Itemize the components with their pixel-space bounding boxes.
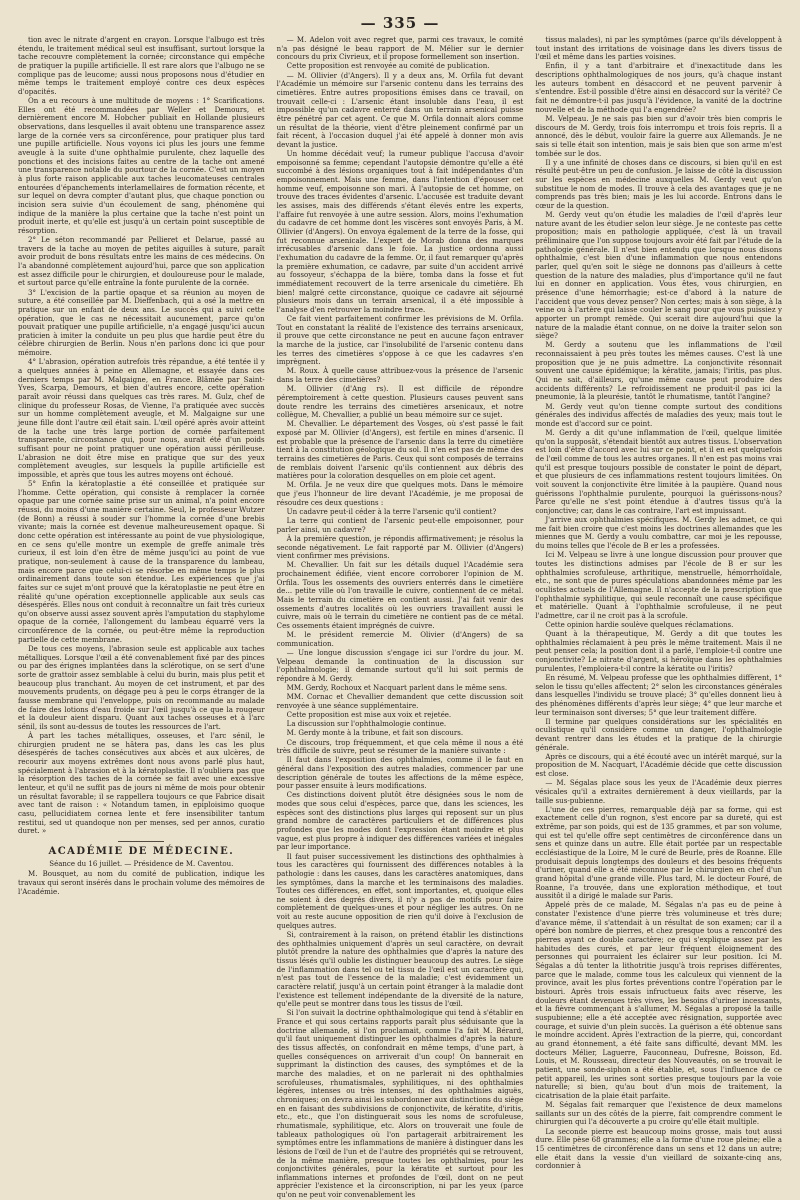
paragraph: Il faut dans l'exposition des ophthalmies, comme il le faut en général dans l'exposition des autres maladies, commencer par une description générale de toutes les affections de la même espèce, pour passer ensuite à leurs modifications. [276,755,524,791]
paragraph: MM. Gerdy, Rochoux et Nacquart parlent dans le même sens. [286,683,508,693]
column-left [18,36,265,1156]
paragraph: M. Velpeau. Je ne sais pas bien sur d'avoir très bien compris le discours de M. Gerdy, trois fois interrompu et trois fois repris. Il a annoncé, dès le début, vouloir faire la guerre aux Allemands. Je ne sais si telle était son intention, mais je sais bien que son arme m'est tombée sur le dos. [535,113,783,158]
paragraph: La terre qui contient de l'arsenic peut-elle empoisonner, pour parler ainsi, un cadavre? [276,516,524,534]
paragraph: La seconde pierre est beaucoup moins grosse, mais tout aussi dure. Elle pèse 68 grammes; elle a la forme d'une roue pleine; elle a 15 centimètres de circonférence dans un sens et 12 dans un autre; elle était dans la vessie d'un vieillard de soixante-cinq ans, cordonnier à [535,1126,783,1171]
paragraph: M. Gerdy veut qu'on étudie les maladies de l'œil d'après leur nature avant de les étudier selon leur siège. Je ne conteste pas cette proposition; mais en pathologie appliquée, c'est là un travail préliminaire que l'on suppose toujours avoir été fait par l'étude de la pathologie générale. Il n'est bien entendu que lorsque nous disons ophthalmie, c'est bien d'une inflammation que nous entendons parler, quel qu'en soit le siège ne donnons pas d'ailleurs à cette question de la nature des maladies, plus d'importance qu'il ne faut lui en donner en application. Vous êtes, vous chirurgien, en présence d'une hémorrhagie; est-ce d'abord à la nature de l'accident que vous devez penser? Non certes; mais à son siège, à la veine ou à l'artère qui laisse couler le sang pour que vous puissiez y apporter un prompt remède. Qui scerait dire aujourd'hui que la nature de la maladie étant connue, on ne doive la traiter selon son siège? [535,210,783,341]
paragraph: Enfin, il y a tant d'arbitraire et d'inexactitude dans les descriptions ophthalmologiques de nos jours, qu'à chaque instant les auteurs tombent en désaccord et ne peuvent parvenir à s'entendre. Est-il possible d'être ainsi en désaccord sur la vérité? Ce fait ne démontre-t-il pas jusqu'à l'évidence, la vanité de la doctrine nouvelle et de la méthode qui l'a engendrée? [535,61,783,114]
page-number: — 335 — [360,14,440,32]
paragraph: — M. Ollivier (d'Angers). Il y a deux ans, M. Orfila fut devant l'Académie un mémoire sur l'arsenic contenu dans les terrains des cimetières. Entre autres propositions émises dans ce travail, on trouvait celle-ci : L'arsenic étant insoluble dans l'eau, il est impossible qu'un cadavre enterré dans un terrain arsenical puisse être pénétré par cet agent. Ce que M. Orfila donnait alors comme un résultat de la théorie, vient d'être pleinement confirmé par un fait récent, à l'occasion duquel j'ai été appelé à donner mon avis devant la justice. [276,70,524,149]
paragraph: M. Gerdy a soutenu que les inflammations de l'œil reconnaissaient à peu près toutes les mêmes causes. C'est là une proposition que je ne puis admettre. La conjonctivite résonnait souvent une cause épidémique; la kératite, jamais; l'iritis, pas plus. Qui ne sait, d'ailleurs, qu'une même cause peut produire des accidents différents? Le refroidissement ne produit-il pas ici la pneumonie, là la pleurésie, tantôt le rhumatisme, tantôt l'angine? [535,340,783,402]
section-paragraph: M. Bousquet, au nom du comité de publication, indique les travaux qui seront insérés dans le prochain volume des mémoires de l'Académie. [18,869,265,896]
paragraph: 2° Le séton recommandé par Pellieret et Delarue, passé au travers de la tache au moyen de petites aiguilles à suture, paraît avoir produit de bons résultats entre les mains de ces médecins. On l'a abandonné complètement aujourd'hui, parce que son application est assez difficile pour le chirurgien, et douloureuse pour le malade, et surtout parce qu'elle entraîne la fonte purulente de la cornée. [18,235,265,288]
paragraph: M. Ollivier (d'Ang rs). Il est difficile de répondre péremptoirement à cette question. Plusieurs causes peuvent sans doute rendre les terrains des cimetières arsenicaux, et notre collègue, M. Chevallier, a publié un beau mémoire sur ce sujet. [276,384,524,420]
paragraph: M. le président remercie M. Olivier (d'Angers) de sa communication. [276,630,524,648]
paragraph: Ce discours, trop fréquemment, et que cela même il nous a été très difficile de suivre, peut se résumer de la manière suivante : [276,737,524,756]
paragraph: Cette proposition est mise aux voix et rejetée. [286,710,452,720]
paragraph: — M. Ségalas place sous les yeux de l'Académie deux pierres vésicales qu'il a extraites dernièrement à deux vieillards, par la taille sus-pubienne. [535,778,783,805]
paragraph: Un cadavre peut-il céder à la terre l'arsenic qu'il contient? [286,506,497,516]
section-heading: ACADÉMIE DE MÉDECINE. [48,845,235,857]
paragraph: L'une de ces pierres, remarquable déjà par sa forme, qui est exactement celle d'un rognon, s'est encore par sa dureté, qui est extrême, par son poids, qui est de 135 grammes, et par son volume, qui est tel qu'elle offre sept centimètres de circonférence dans un sens et quinze dans un autre. Elle était portée par un respectable ecclésiastique de la Loire, M le curé de Beurle, près de Roanne. Elle produisait depuis longtemps des douleurs et des besoins fréquents d'uriner, quand elle a été méconnue par le chirurgien en chef d'un grand hôpital d'une grande ville. Plus tard, M. le docteur Fouré, de Roanne, l'a trouvée, dans une exploration méthodique, et tout aussitôt il a dirigé le malade sur Paris. [535,804,783,901]
paragraph: M. Chevallier. Un fait sur les détails duquel l'Académie sera prochainement édifiée, vient encore corroborer l'opinion de M. Orfila. Tous les ossements des ouvriers enterrés dans le cimetière de... petite ville où l'on travaille le cuivre, contiennent de ce métal. Mais le terrain du cimetière en contient aussi. J'ai fait venir des ossements d'autres localités où les ouvriers travaillent aussi le cuivre, mais où le terrain du cimetière ne contient pas de ce métal. Ces ossements étaient imprégnés de cuivre. [276,560,524,630]
paragraph: — Une longue discussion s'engage ici sur l'ordre du jour. M. Velpeau demande la continuation de la discussion sur l'ophthalmologie; il demande surtout qu'il lui soit permis de répondre à M. Gerdy. [276,647,524,683]
paragraph: Cette proposition est renvoyée au comité de publication. [286,61,490,71]
paragraph: tissus malades), ni par les symptômes (parce qu'ils développent à tout instant des irritations de voisinage dans les divers tissus de l'œil et même dans les parties voisines. [535,35,783,62]
paragraph: M. Orfila. Je ne veux dire que quelques mots. Dans le mémoire que j'eus l'honneur de lire devant l'Académie, je me proposai de résoudre ces deux questions : [276,480,524,507]
column-right [535,35,783,1171]
paragraph: M. Gerdy monte à la tribune, et fait son discours. [286,728,464,738]
columns [18,35,783,1200]
paragraph: Si l'on suivait la doctrine ophthalmologique qui tend à s'établir en France et qui sous certains rapports paraît plus séduisante que la doctrine allemande, si l'on proclamait, comme l'a fait M. Bérard, qu'il faut uniquement distinguer les ophthalmies d'après la nature des tissus affectés, on confondrait en même temps, d'une part, à quelles conséquences on arriverait d'un coup! On bannerait en supprimant la distinction des causes, des symptômes et de la marche des maladies, et on ne parlerait ni des ophthalmies scrofuleuses, rhumatismales, syphilitiques, ni des ophthalmies légères, intenses ou très intenses, ni des ophthalmies aiguës, chroniques; on devra ainsi les subordonner aux distinctions du siège en en faisant des subdivisions de conjonctivite, de kératite, d'iritis, etc., etc., que l'on distinguerait sous les noms de scrofuleuse, rhumatismale, syphilitique, etc. Alors on trouverait une foule de tableaux pathologiques où l'on partagerait arbitrairement les symptômes entre les inflammations de manière à distinguer dans les lésions de l'œil de l'un et de l'autre des propriétés qui se retrouvent, de la même manière, presque toutes les ophthalmies, pour les conjonctivites générales, pour la kératite et surtout pour les inflammations internes et profondes de l'œil, dont on ne peut apprécier l'existence et la circonscription, ni par les yeux (parce qu'on ne peut voir convenablement les [276,1008,524,1200]
paragraph: Quant à la thérapeutique, M. Gerdy a dit que toutes les ophthalmies réclamaient à peu près le même traitement. Mais il ne peut penser cela; la position dont il a parlé, l'emploie-t-il contre une conjonctivite? Le nitrate d'argent, si héroïque dans les ophthalmies purulentes, l'emploiera-t-il contre la kératite ou l'iritis? [535,629,783,673]
session-line: Séance du 16 juillet. — Présidence de M. Caventou. [49,859,234,868]
paragraph: MM. Cornac et Chevallier demandent que cette discussion soit renvoyée à une séance supplémentaire. [276,692,524,710]
paragraph: Ce fait vient parfaitement confirmer les prévisions de M. Orfila. Tout en constatant la réalité de l'existence des terrains arsenicaux, il prouve que cette circonstance ne peut en aucune façon entraver la marche de la justice, car l'insolubilité de l'arsenic contenu dans les terres des cimetières s'oppose à ce que les cadavres s'en imprègnent. [276,314,524,367]
paragraph: Après ce discours, qui a été écouté avec un intérêt marqué, sur la proposition de M. Nacquart, l'Académie décide que cette discussion est close. [535,751,783,779]
paragraph: M. Ségalas fait remarquer que l'existence de deux mamelons saillants sur un des côtés de la pierre, fait comprendre comment le chirurgien qui l'a découverte a pu croire qu'elle était multiple. [535,1100,783,1127]
paragraph: M. Gerdy a dit qu'une inflammation de l'œil, quelque limitée qu'on la supposât, s'étendait bientôt aux autres tissus. L'observation est loin d'être d'accord avec lui sur ce point, et il en est quelquefois de l'œil comme de tous les autres organes. Il n'en est pas moins vrai qu'il est presque toujours possible de constater le point de départ, et que plusieurs de ces inflammations restent toujours limitées. On voit souvent la conjonctivite être limitée à la paupière. Quand nous guérissons l'ophthalmie purulente, pourquoi la guérissons-nous? Parce qu'elle ne s'est point étendue à d'autres tissus qu'à la conjonctive; car, dans le cas contraire, l'art est impuissant. [535,428,783,515]
paragraph: Ces distinctions doivent plutôt être désignées sous le nom de modes que sous celui d'espèces, parce que, dans les sciences, les espèces sont des distinctions plus larges qui reposent sur un plus grand nombre de caractères particuliers et de différences plus profondes que les modes dont l'expression étant moindre et plus vague, est plus propre à indiquer des différences variées et inégales par leur importance. [276,790,524,852]
paragraph: On a eu recours à une multitude de moyens : 1° Scarifications. Elles ont été recommandées par Weller et Demours, et dernièrement encore M. Hobcher publiait en Hollande plusieurs observations, dans lesquelles il avait obtenu une transparence assez large de la cornée vers sa circonférence, pour pratiquer plus tard une pupille artificielle. Nous voyons ici plus les jours une femme aveugle à la suite d'une ophthalmie purulente, chez laquelle des ponctions et des incisions faites au centre de la tache ont amené une transparence notable du pourtour de la cornée. C'est un moyen à plus forte raison applicable aux taches leucomateuses centrales entourées d'épanchements interlamellaires de formation récente, et sur lequel on devra compter d'autant plus, que chaque ponction ou incision sera suivie d'un écoulement de sang, phénomène qui indique de la manière la plus certaine que la tache n'est point un produit inerte, et qu'elle est jusqu'à un certain point susceptible de résorption. [18,96,265,235]
paragraph: J'arrive aux ophthalmies spécifiques. M. Gerdy les admet, ce qui me fait bien croire que c'est moins les doctrines allemandes que les miennes que M. Gerdy a voulu combattre, car moi je les repousse, du moins telles que l'école de B er les a professées. [535,515,783,551]
paragraph: Il termine par quelques considérations sur les spécialités en oculistique qu'il considère comme un danger, l'ophthalmologie devant rentrer dans les études et la pratique de la chirurgie générale. [535,716,783,752]
paragraph: 5° Enfin la kératoplastie a été conseillée et pratiquée sur l'homme. Cette opération, qui consiste à remplacer la cornée opaque par une cornée saine prise sur un animal, n'a point encore réussi, du moins d'une manière certaine. Seul, le professeur Wutzer (de Bonn) a réussi à souder sur l'homme la cornée d'une brebis vivante; mais la cornée est devenue malheureusement opaque. Si donc cette opération est intéressante au point de vue physiologique, en ce sens qu'elle montre un exemple de greffe animale très curieux, il est loin d'en être de même jusqu'ici au point de vue pratique, non-seulement à cause de la transparence du lambeau, mais encore parce que celui-ci se résorbe en même temps le plus ordinairement dans toute son étendue. Les expériences que j'ai faites sur ce sujet m'ont prouvé que la kératoplastie ne peut être en réalité qu'une opération exceptionnelle applicable aux seuls cas désespérés. Elles nous ont conduit à reconnaître un fait très curieux qu'on observe aussi assez souvent après l'amputation du staphylome opaque de la cornée, l'allongement du lambeau équarré vers la circonférence de la cornée, ou peut-être même la reproduction partielle de cette membrane. [18,478,265,644]
paragraph: Il faut puiser successivement les distinctions des ophthalmies à tous les caractères qui fournissent des différences notables à la pathologie : dans les causes, dans les caractères anatomiques, dans les symptômes, dans la marche et les terminaisons des maladies. Toutes ces différences, en effet, sont importantes, et, quoique elles ne soient à des degrés divers, il n'y a pas de motifs pour faire complètement de quelques-unes et pour négliger les autres. On ne voit au reste aucune opposition de rien qu'il doive à l'exclusion de quelques autres. [276,851,524,930]
paragraph: Ici M. Velpeau se livre à une longue discussion pour prouver que toutes les distinctions admises par l'école de B er sur les ophthalmies scrofuleuse, arthritique, menstruelle, hémorrhoïdale, etc., ne sont que de pures spéculations abandonnées même par les oculistes actuels de l'Allemagne. Il n'accepte de la prescription que l'ophthalmie syphilitique, qui seule reconnaît une cause spécifique et matérielle. Quant à l'ophthalmie scrofuleuse, il ne peut l'admettre, car il ne croit pas à la scrofule. [535,550,783,620]
paragraph: — M. Adelon voit avec regret que, parmi ces travaux, le comité n'a pas désigné le beau rapport de M. Mélier sur le dernier concours du prix Civrieux, et il propose formellement son insertion. [276,35,524,62]
paragraph: Appelé près de ce malade, M. Ségalas n'a pas eu de peine à constater l'existence d'une pierre très volumineuse et très dure; d'avance même, il s'attendait à un résultat de son examen; car il a opéré bon nombre de pierres, et chez presque tous a rencontré des pierres ayant ce double caractère; ce qui s'explique assez par les habitudes des curés, et par leur fréquent éloignement des personnes qui pourraient les éclairer sur leur position. Ici M. Ségalas a dû tenter la lithotritie jusqu'à trois reprises différentes, parce que le malade, comme tous les calculeux qui viennent de la province, avait les plus fortes préventions contre l'opération par le bistouri. Après trois essais infructueux faits avec réserve, les douleurs étant devenues très vives, les besoins d'uriner incessants, et la fièvre commençant à s'allumer, M. Ségalas a proposé la taille suspubienne; elle a été acceptée avec résignation, supportée avec courage, et suivie d'un plein succès. La guérison a été obtenue sans le moindre accident. Après l'extraction de la pierre, qui, concordant au grand étonnement, a été faite sans difficulté, devant MM. les docteurs Mélier, Laguerre, Fauconneau, Dufresne, Boisson, Ed. Louis, et M. Rousseau, directeur des Nouveautés, on se trouvait le patient, une sonde-siphon a été établie, et, sous l'influence de ce petit appareil, les urines sont sorties presque toujours par la voie naturelle; si bien, qu'au bout d'un mois de traitement, la cicatrisation de la plaie était parfaite. [535,900,783,1100]
paragraph: À la première question, je répondis affirmativement; je résolus la seconde négativement. Le fait rapporté par M. Ollivier (d'Angers) vient confirmer mes prévisions. [276,533,524,561]
paragraph: La discussion sur l'ophthalmologie continue. [286,719,447,729]
paragraph: 3° L'excision de la partie opaque et sa réunion au moyen de suture, a été conseillée par M. Dieffenbach, qui a osé la mettre en pratique sur un enfant de deux ans. Le succès qui a suivi cette opération, que le cas ne nécessitait aucunement, parce qu'on pouvait pratiquer une pupille artificielle, n'a engagé jusqu'ici aucun praticien à imiter la conduite un peu plus que hardie peut être du célèbre chirurgien de Berlin. Nous n'en parlons donc ici que pour mémoire. [18,287,265,358]
paragraph: En résumé, M. Velpeau professe que les ophthalmies diffèrent, 1° selon le tissu qu'elles affectent; 2° selon les circonstances générales dans lesquelles l'individu se trouve placé; 3° qu'elles donnent lieu à des phénomènes différents d'après leur siège; 4° que leur marche et leur terminaison sont diverses; 5° que leur traitement diffère. [535,672,783,717]
paragraph: Il y a une infinité de choses dans ce discours, si bien qu'il en est résulté peut-être un peu de confusion. Je laisse de côté la discussion sur les espèces en médecine auxquelles M. Gerdy veut qu'on substitue le nom de modes. Il trouve à cela des avantages que je ne comprends pas très bien; mais je les lui accorde. Entrons dans le cœur de la question. [535,157,783,210]
paragraph: 4° L'abrasion, opération autrefois très répandue, a été tentée il y a quelques années à peine en Allemagne, et essayée dans ces derniers temps par M. Malgaigne, en France. Blâmée par Saint-Yves, Scarpa, Demours, et bien d'autres encore, cette opération paraît avoir réussi dans quelques cas très rares. M. Gulz, chef de clinique du professeur Rosas, de Vienne, l'a pratiquée avec succès sur un homme complètement aveugle, et M. Malgaigne sur une jeune fille dont l'autre œil était sain. L'œil opéré après avoir atteint de la tache une très large portion de cornée parfaitement transparente, circonstance qui, pour nous, aurait été d'un poids suffisant pour ne point pratiquer une opération aussi périlleuse. L'abrasion ne doit être mise en pratique que sur des yeux complètement aveugles, sur lesquels la pupille artificielle est impossible, et après que tous les autres moyens ont échoué. [18,357,265,479]
paragraph: tion avec le nitrate d'argent en crayon. Lorsque l'albugo est très étendu, le traitement médical seul est insuffisant, surtout lorsque la tache recouvre complètement la cornée; circonstance qui empêche de pratiquer la pupille artificielle. Il est rare alors que l'albugo ne se complique pas de leucome; aussi nous proposons nous d'étudier en même temps le traitement employé contre ces deux espèces d'opacités. [18,35,265,96]
paragraph: M. Gerdy veut qu'on tienne compte surtout des conditions générales des individus affectés de maladies des yeux; mais tout le monde est d'accord sur ce point. [535,401,783,428]
paragraph: Si, contrairement à la raison, on prétend établir les distinctions des ophthalmies uniquement d'après un seul caractère, on devrait plutôt prendre la nature des ophthalmies que d'après la nature des tissus lésés qu'il oublie les distinguer beaucoup des autres. Le siège de l'inflammation dans tel ou tel tissu de l'œil est un caractère qui, n'est pas tout de l'essence de la maladie; c'est évidemment un caractère relatif, jusqu'à un certain point étranger à la maladie dont l'existence est tellement indépendante de la diversité de la nature, qu'elle peut se montrer dans tous les tissus de l'œil. [276,929,524,1009]
paragraph: Un homme décédait veuf; la rumeur publique l'accusa d'avoir empoisonné sa femme; cependant l'autopsie démontre qu'elle a été succombé à des lésions organiques tout à fait indépendantes d'un empoisonnement. Mais une femme, dans l'intention d'épouser cet homme veuf, empoisonne son mari. À l'autopsie de cet homme, on trouve des traces évidentes d'arsenic. L'accusée est traduite devant les assises, mais des différends s'étant élevés entre les experts, l'affaire fut renvoyée à une autre session. Alors, moins l'exhumation du cadavre de cet homme dont les viscères sont envoyés Paris, à M. Ollivier (d'Angers). On envoya également de la terre de la fosse, qui fut reconnue arsenicale. L'expert de Morab donna des marques irrécusables d'arsenic dans le foie. La justice ordonna aussi l'exhumation du cadavre de la femme. Or, il faut remarquer qu'après la première exhumation, ce cadavre, par suite d'un accident arrivé au fossoyeur, s'échappa de la bière, tomba dans la fosse et fut immédiatement recouvert de la terre arsenicale du cimetière. Eh bien! malgré cette circonstance, quoique ce cadavre ait séjourné plusieurs mois dans un terrain arsenical, il a été impossible à l'analyse d'en retrouver la moindre trace. [276,149,524,314]
section-rule [118,841,164,842]
paragraph: Cette opinion hardie soulève quelques réclamations. [545,619,734,629]
paragraph: M. Chevallier. Le département des Vosges, où s'est passé le fait exposé par M. Ollivier (d'Angers), est fertile en mines d'arsenic. Il est probable que la présence de l'arsenic dans la terre du cimetière tient à la constitution géologique du sol. Il n'en est pas de même des terrains des cimetières de Paris. Ceux qui sont composés de terrains de remblais doivent l'arsenic qu'ils contiennent aux débris des matières pour la coloration desquelles on em ploie cet agent. [276,419,524,481]
paragraph: De tous ces moyens, l'abrasion seule est applicable aux taches métalliques. Lorsque l'œil a été convenablement fixé par des pinces ou par des érignes implantées dans la sclérotique, on se sert d'une sorte de grattoir assez semblable à celui du burin, mais plus petit et beaucoup plus tranchant. Au moyen de cet instrument, et par des mouvements prudents, on dégage peu à peu le corps étranger de la fausse membrane qui l'enveloppe, puis on recommande au malade de faire des lotions d'eau froide sur l'œil jusqu'à ce que la rougeur et la douleur aient disparu. Quant aux taches osseuses et à l'arc sénil, ils sont au-dessus de toutes les ressources de l'art. [18,643,265,731]
paragraph: M. Roux. À quelle cause attribuez-vous la présence de l'arsenic dans la terre des cimetières? [276,366,524,385]
paragraph: À part les taches métalliques, osseuses, et l'arc sénil, le chirurgien prudent ne se hâtera pas, dans les cas les plus désespérés de taches consécutives aux abcès et aux ulcères, de recourir aux moyens extrêmes dont nous avons parlé plus haut, spécialement à l'abrasion et à la kératoplastie. Il n'oubliera pas que la résorption des taches de la cornée se fait avec une excessive lenteur, et qu'il ne suffit pas de jours ni même de mois pour obtenir un résultat favorable; il se rappellera toujours ce que Fabrice disait avec tant de raison : « Notandum tamen, in epiploisimo quoque casu, pellucidiatem cornea lente et fere insensibiliter tantum restitui, sed ut quandoque non per menses, sed per annos, curatio duret. » [18,731,265,836]
column-middle [276,35,524,1200]
